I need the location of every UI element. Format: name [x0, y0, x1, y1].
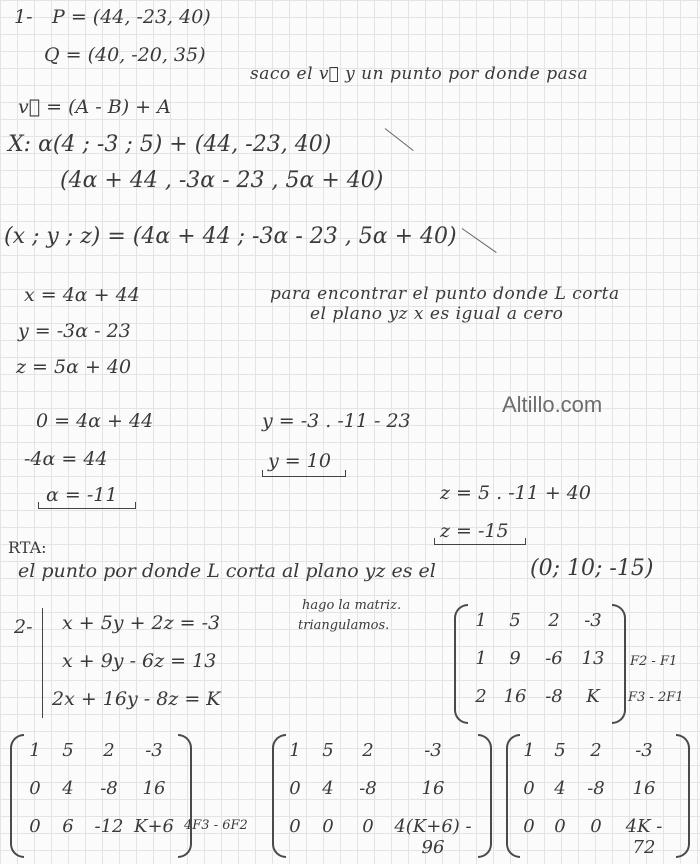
- system-bar: [42, 608, 43, 718]
- op-m1-row3: 4F3 - 6F2: [184, 818, 248, 833]
- matrix1-cell: 2: [103, 740, 115, 761]
- check-mark-2: [462, 228, 497, 253]
- neg-equation: -4α = 44: [24, 448, 108, 470]
- system-eq-2: x + 9y - 6z = 13: [62, 650, 217, 672]
- matrix1-cell: 16: [142, 778, 166, 799]
- matrix3-cell: 2: [590, 740, 602, 761]
- line-equation-expanded: (4α + 44 , -3α - 23 , 5α + 40): [60, 168, 384, 193]
- matrix2-cell: 16: [421, 778, 445, 799]
- check-mark: [385, 128, 414, 151]
- matrix0-row-2: [466, 648, 612, 669]
- matrix1-right-paren: [178, 734, 192, 858]
- matrix0-right-paren: [612, 604, 626, 724]
- matrix1-cell: 0: [29, 816, 41, 837]
- rta-point: (0; 10; -15): [530, 556, 654, 581]
- y-calculation: y = -3 . -11 - 23: [262, 410, 411, 432]
- matrix2-row-1: [282, 740, 478, 761]
- matrix2-right-paren: [478, 734, 492, 858]
- note-triangulate: triangulamos.: [298, 618, 390, 633]
- rta-text: el punto por donde L corta al plano yz es el: [18, 560, 436, 582]
- matrix1-cell: K+6: [134, 816, 174, 837]
- note-plane-line-2: el plano yz x es igual a cero: [310, 304, 564, 324]
- matrix0-cell: K: [586, 686, 600, 707]
- z-calculation: z = 5 . -11 + 40: [440, 482, 591, 504]
- note-plane-line-1: para encontrar el punto donde L corta: [270, 284, 620, 304]
- matrix2-cell: 0: [322, 816, 334, 837]
- matrix2-cell: -8: [359, 778, 377, 799]
- matrix2-row-2: [282, 778, 478, 799]
- matrix3-row-3: [516, 816, 674, 858]
- matrix2-cell: -3: [424, 740, 442, 761]
- matrix2-cell: 0: [289, 816, 301, 837]
- matrix1-cell: -8: [100, 778, 118, 799]
- matrix3-cell: 16: [632, 778, 656, 799]
- alpha-underline: [38, 502, 136, 509]
- xyz-equation: (x ; y ; z) = (4α + 44 ; -3α - 23 , 5α + 40): [4, 224, 457, 249]
- matrix1-cell: 6: [62, 816, 74, 837]
- matrix1-cell: 0: [29, 778, 41, 799]
- matrix3-right-paren: [676, 734, 690, 858]
- matrix2-row-3: [282, 816, 478, 858]
- system-eq-1: x + 5y + 2z = -3: [62, 612, 221, 634]
- matrix3-row-2: [516, 778, 674, 799]
- matrix3-cell: 1: [523, 740, 535, 761]
- matrix3-cell: 0: [554, 816, 566, 837]
- matrix0-cell: 13: [581, 648, 605, 669]
- y-result: y = 10: [268, 450, 331, 472]
- matrix1-row-3: [22, 816, 178, 837]
- matrix0-cell: 2: [475, 686, 487, 707]
- matrix1-row-2: [22, 778, 178, 799]
- matrix0-cell: 1: [475, 648, 487, 669]
- matrix3-cell: 0: [590, 816, 602, 837]
- matrix2-cell: 2: [362, 740, 374, 761]
- matrix0-cell: -8: [545, 686, 563, 707]
- matrix1-cell: 5: [62, 740, 74, 761]
- watermark: Altillo.com: [502, 392, 603, 417]
- matrix3-cell: 0: [523, 778, 535, 799]
- problem-number-2: 2-: [14, 616, 33, 638]
- rta-label: RTA:: [8, 538, 47, 557]
- matrix3-cell: 4K - 72: [625, 816, 663, 858]
- matrix0-cell: 9: [509, 648, 521, 669]
- point-p: P = (44, -23, 40): [52, 6, 211, 28]
- zero-equation: 0 = 4α + 44: [36, 410, 154, 432]
- matrix3-row-1: [516, 740, 674, 761]
- matrix0-row-3: [466, 686, 612, 707]
- point-q: Q = (40, -20, 35): [44, 44, 206, 66]
- matrix1-cell: -3: [145, 740, 163, 761]
- matrix2-cell: 4(K+6) - 96: [394, 816, 472, 858]
- z-equation: z = 5α + 40: [16, 356, 132, 378]
- z-result: z = -15: [440, 520, 509, 542]
- line-equation: X: α(4 ; -3 ; 5) + (44, -23, 40): [8, 132, 332, 157]
- matrix2-cell: 1: [289, 740, 301, 761]
- matrix1-row-1: [22, 740, 178, 761]
- y-equation: y = -3α - 23: [18, 320, 131, 342]
- problem-number-1: 1-: [14, 6, 33, 28]
- matrix3-cell: 5: [554, 740, 566, 761]
- matrix0-cell: 1: [475, 610, 487, 631]
- matrix0-cell: -3: [584, 610, 602, 631]
- matrix2-cell: 5: [322, 740, 334, 761]
- matrix2-cell: 0: [362, 816, 374, 837]
- matrix0-cell: 2: [548, 610, 560, 631]
- note-vector: saco el v⃗ y un punto por donde pasa: [250, 64, 589, 84]
- op-row2: F2 - F1: [630, 654, 678, 669]
- matrix3-cell: -8: [587, 778, 605, 799]
- alpha-result: α = -11: [46, 484, 118, 506]
- matrix1-cell: 1: [29, 740, 41, 761]
- matrix3-cell: 0: [523, 816, 535, 837]
- z-underline: [434, 538, 526, 545]
- matrix3-cell: 4: [554, 778, 566, 799]
- system-eq-3: 2x + 16y - 8z = K: [52, 688, 221, 710]
- matrix3-cell: -3: [635, 740, 653, 761]
- matrix2-cell: 4: [322, 778, 334, 799]
- note-matrix: hago la matriz.: [302, 598, 402, 613]
- matrix0-cell: -6: [545, 648, 563, 669]
- matrix2-cell: 0: [289, 778, 301, 799]
- op-row3: F3 - 2F1: [628, 690, 684, 705]
- matrix0-cell: 16: [503, 686, 527, 707]
- matrix0-cell: 5: [509, 610, 521, 631]
- vector-definition: v⃗ = (A - B) + A: [18, 96, 171, 118]
- y-underline: [262, 470, 346, 477]
- matrix1-cell: 4: [62, 778, 74, 799]
- matrix1-cell: -12: [94, 816, 124, 837]
- matrix0-row-1: [466, 610, 612, 631]
- x-equation: x = 4α + 44: [24, 284, 140, 306]
